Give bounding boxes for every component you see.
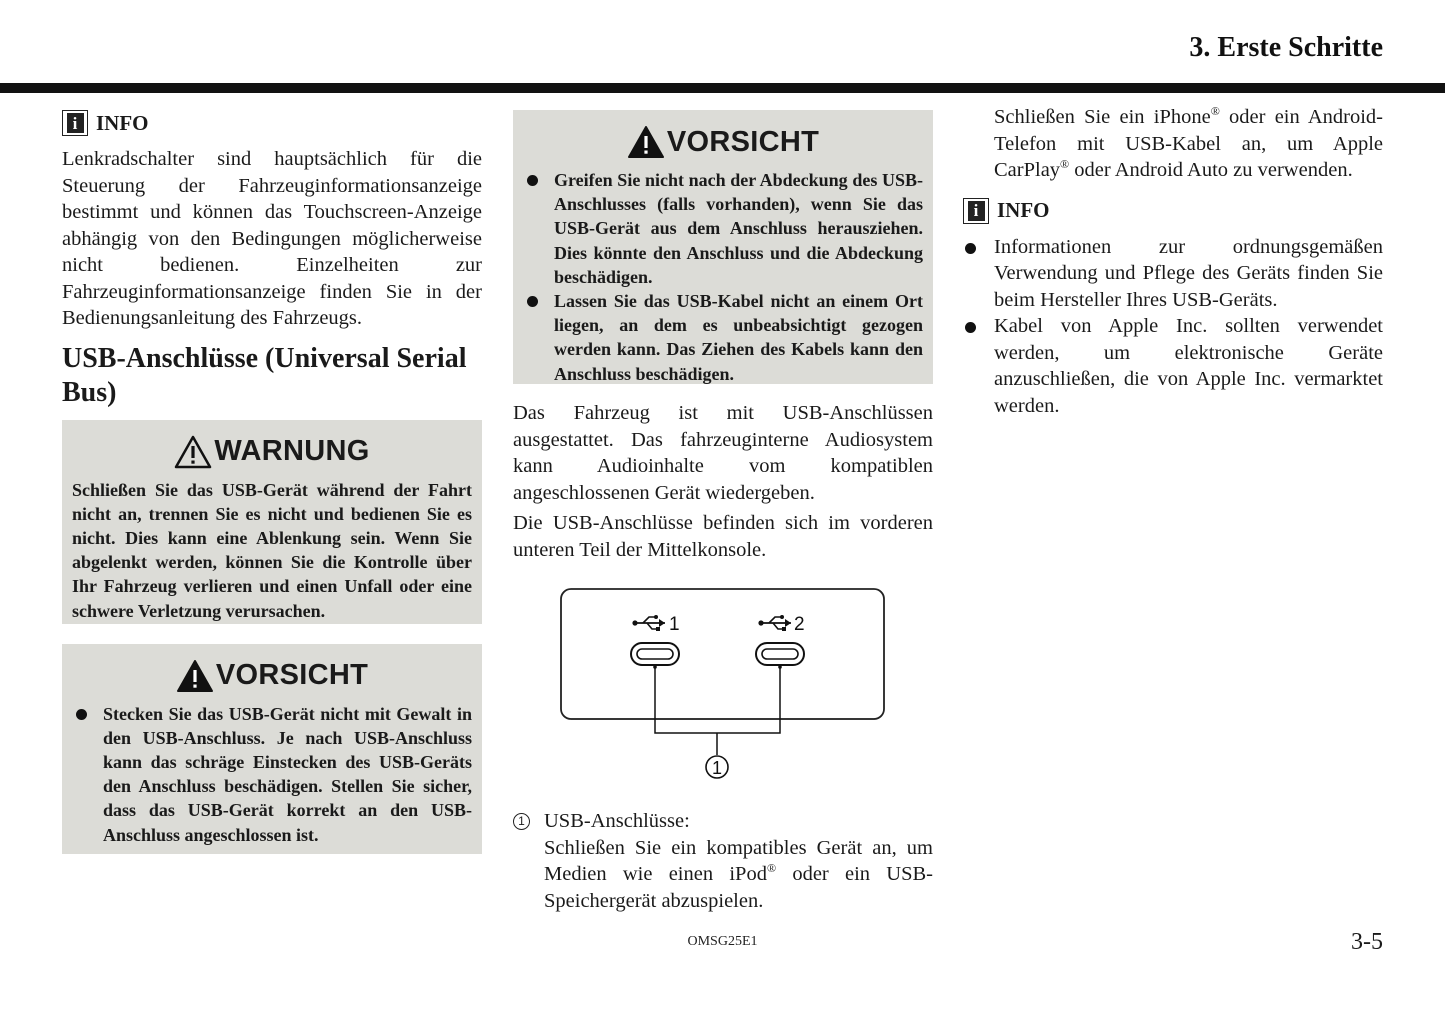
column-right: [963, 104, 1383, 419]
port-1-label: 1: [669, 614, 680, 635]
warning-triangle-icon: [174, 435, 212, 469]
info-text: Lenkradschalter sind hauptsächlich für die Steuerung der Fahrzeuginformationsanzeige bestimmt und können das Touchscreen-Anzeige abhängig von den Bedingungen möglicherweise nicht bedienen. Einzelheiten zur Fahrzeuginformationsanzeige finden Sie in der Bedienungsanleitung des Fahrzeugs.: [62, 148, 482, 329]
caution-box-middle: [513, 110, 933, 384]
list-item: Kabel von Apple Inc. sollten verwendet werden, um elektronische Geräte anzuschließen, die von Apple Inc. vermarktet werden.: [963, 313, 1383, 419]
warning-box: [62, 420, 482, 624]
column-left: [62, 108, 482, 854]
legend-number: 1: [513, 813, 530, 830]
caution-title: VORSICHT: [72, 654, 472, 698]
list-item: Greifen Sie nicht nach der Abdeckung des USB-Anschlusses (falls vorhanden), wenn Sie das USB-Gerät aus dem Anschluss herausziehen. Dies könnte den Anschluss und die Abdeckung beschädigen.: [523, 168, 923, 289]
figure-legend: [513, 808, 933, 835]
caution-box-left: [62, 644, 482, 854]
usb-location-text: Die USB-Anschlüsse befinden sich im vorderen unteren Teil der Mittelkonsole.: [513, 512, 933, 561]
bullet-icon: [76, 709, 87, 720]
bullet-icon: [527, 296, 538, 307]
usb-port-diagram: [513, 585, 933, 800]
bullet-icon: [527, 175, 538, 186]
callout-label: 1: [711, 758, 723, 778]
header-rule: [0, 83, 1445, 93]
caution-title: VORSICHT: [523, 120, 923, 164]
warning-title: WARNUNG: [72, 430, 472, 474]
list-item: Stecken Sie das USB-Gerät nicht mit Gewalt in den USB-Anschluss. Je nach USB-Anschluss kann das schräge Einstecken des USB-Geräts den Anschluss beschädigen. Stellen Sie sicher, dass das USB-Gerät korrekt an den USB-Anschluss angeschlossen ist.: [72, 702, 472, 847]
bullet-icon: [965, 243, 976, 254]
page-number: 3-5: [1351, 929, 1383, 955]
document-code: OMSG25E1: [687, 934, 758, 949]
info-heading: [62, 108, 482, 138]
caution-list: [72, 702, 472, 847]
chapter-title: 3. Erste Schritte: [1189, 32, 1383, 63]
bullet-icon: [965, 322, 976, 333]
column-middle: [513, 110, 933, 914]
legend-title: USB-Anschlüsse:: [544, 810, 690, 832]
list-item: Informationen zur ordnungsgemäßen Verwendung und Pflege des Geräts finden Sie beim Hersteller Ihres USB-Geräts.: [963, 234, 1383, 314]
caution-list: [523, 168, 923, 386]
usb-intro-text: Das Fahrzeug ist mit USB-Anschlüssen ausgestattet. Das fahrzeuginterne Audiosystem kann Audioinhalte vom kompatiblen angeschlossenen Gerät wiedergeben.: [513, 402, 933, 504]
legend-description: Schließen Sie ein kompatibles Gerät an, um Medien wie einen iPod® oder ein USB-Speichergerät abzuspielen.: [544, 836, 933, 912]
usb-diagram-svg: [513, 585, 933, 800]
info-label: INFO: [997, 198, 1050, 222]
usb-c-port-2: [756, 643, 804, 665]
info-list: [963, 234, 1383, 420]
usb-c-port-1: [631, 643, 679, 665]
caution-triangle-icon: [176, 659, 214, 693]
caution-triangle-icon: [627, 125, 665, 159]
info-label: INFO: [96, 110, 149, 135]
section-heading: USB-Anschlüsse (Universal Serial Bus): [62, 342, 467, 408]
warning-text: Schließen Sie das USB-Gerät während der Fahrt nicht an, trennen Sie es nicht und bedienen Sie es nicht. Dies kann eine Ablenkung sein. Wenn Sie abgelenkt werden, können Sie die Kontrolle über Ihr Fahrzeug verlieren und einen Unfall oder eine schwere Verletzung verursachen.: [72, 479, 472, 621]
info-heading: [963, 196, 1383, 226]
info-icon: i: [62, 110, 88, 136]
port-2-label: 2: [794, 614, 805, 635]
list-item: Lassen Sie das USB-Kabel nicht an einem Ort liegen, an dem es unbeabsichtigt gezogen werden kann. Das Ziehen des Kabels kann den Anschluss beschädigen.: [523, 289, 923, 386]
connect-phone-text: Schließen Sie ein iPhone® oder ein Android-Telefon mit USB-Kabel an, um Apple CarPlay® oder Android Auto zu verwenden.: [994, 104, 1383, 181]
info-icon: i: [963, 198, 989, 224]
